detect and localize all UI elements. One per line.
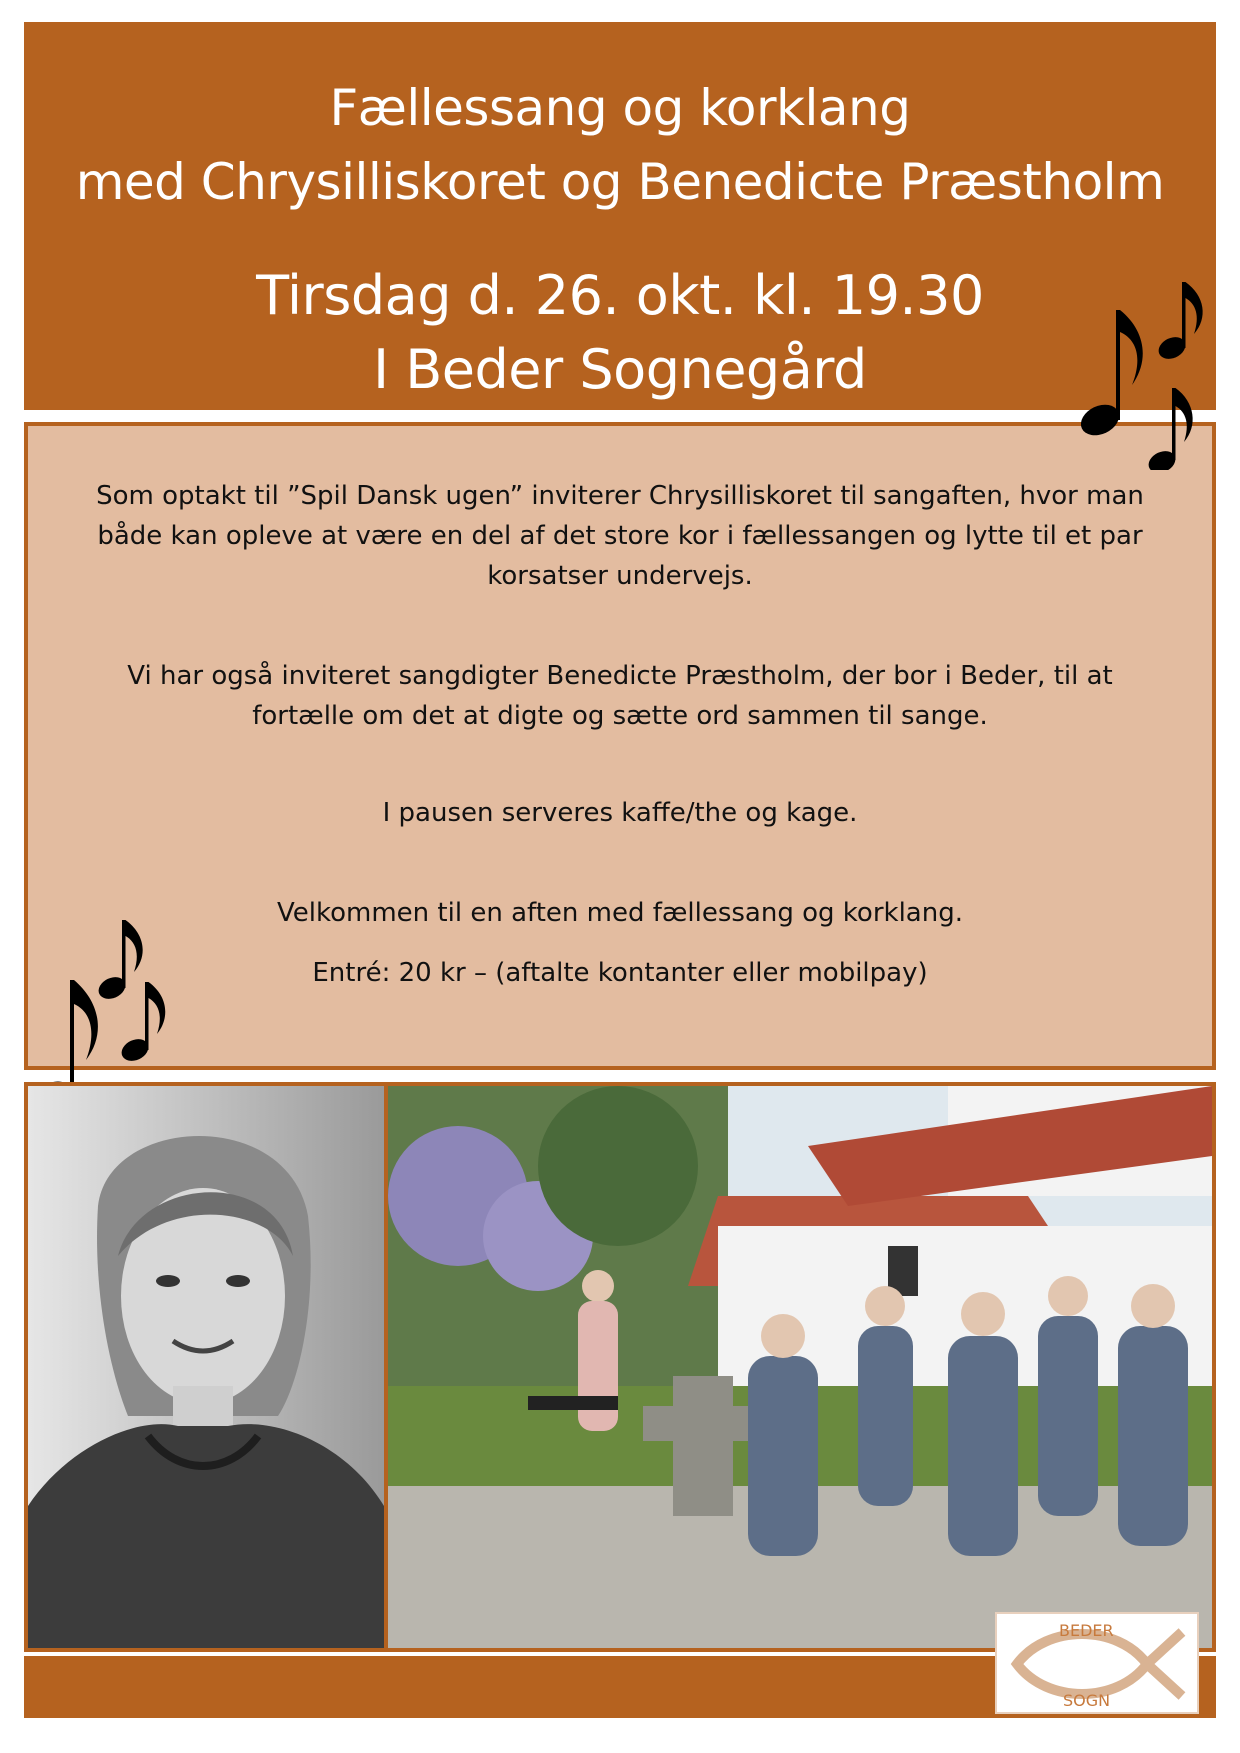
portrait-photo bbox=[24, 1082, 388, 1652]
header-banner bbox=[24, 22, 1216, 410]
fish-logo-icon bbox=[997, 1614, 1197, 1712]
parish-logo bbox=[995, 1612, 1199, 1714]
description-paragraph-3: I pausen serveres kaffe/the og kage. bbox=[382, 798, 858, 828]
event-date: Tirsdag d. 26. okt. kl. 19.30 bbox=[256, 264, 984, 327]
description-paragraph-2: Vi har også inviteret sangdigter Benedicte Præstholm, der bor i Beder, til at fortælle om det at digte og sætte ord sammen til sange. bbox=[127, 661, 1113, 731]
logo-bottom-text: SOGN bbox=[1063, 1691, 1111, 1710]
choir-photo bbox=[384, 1082, 1216, 1652]
event-subtitle: med Chrysilliskoret og Benedicte Præstholm bbox=[75, 153, 1165, 211]
music-notes-icon bbox=[1070, 270, 1210, 470]
welcome-text: Velkommen til en aften med fællessang og korklang. bbox=[277, 898, 963, 928]
event-title: Fællessang og korklang bbox=[329, 79, 911, 137]
entry-fee-text: Entré: 20 kr – (aftalte kontanter eller mobilpay) bbox=[312, 958, 928, 988]
logo-top-text: BEDER bbox=[1059, 1621, 1114, 1640]
event-location: I Beder Sognegård bbox=[373, 338, 867, 401]
description-panel bbox=[24, 422, 1216, 1070]
description-paragraph-1: Som optakt til ”Spil Dansk ugen” inviterer Chrysilliskoret til sangaften, hvor man både kan opleve at være en del af det store kor i fællessangen og lytte til et par korsatser undervejs. bbox=[96, 481, 1144, 591]
